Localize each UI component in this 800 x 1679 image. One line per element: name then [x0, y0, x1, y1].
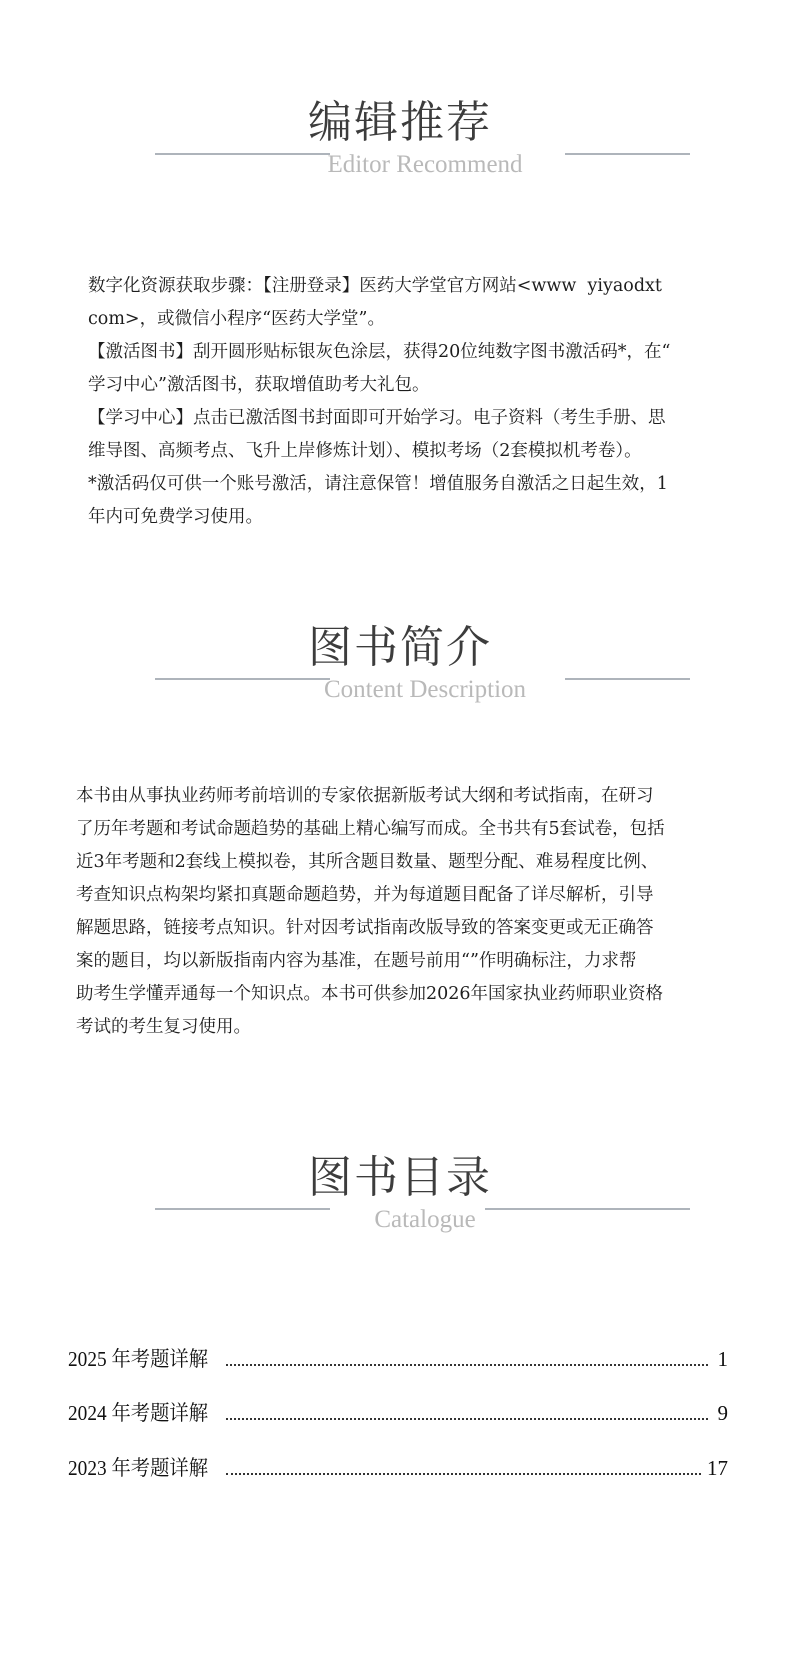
- editor-section-header: [0, 95, 800, 185]
- toc-leader-dots: [226, 1417, 708, 1420]
- catalogue-section-title: 图书目录: [308, 1152, 492, 1203]
- toc-entry-label: 2023 年考题详解: [68, 1456, 209, 1480]
- toc-leader-dots: [226, 1363, 708, 1366]
- toc-entry-page: 17: [707, 1456, 728, 1480]
- catalogue-section-subtitle: Catalogue: [374, 1206, 476, 1233]
- editor-recommend-text: 数字化资源获取步骤：【注册登录】医药大学堂官方网站<www yiyaodxt com>，或微信小程序“医药大学堂”。 【激活图书】刮开圆形贴标银灰色涂层，获得20位纯数字图书激活码*，在“ 学习中心”激活图书，获取增值助考大礼包。 【学习中心】点击已激活图书封面即可开始学习。电子资料（考生手册、思 维导图、高频考点、飞升上岸修炼计划）、模拟考场（2套模拟机考卷）。 *激活码仅可供一个账号激活，请注意保管！增值服务自激活之日起生效，1 年内可免费学习使用。: [88, 276, 671, 527]
- content-section-title: 图书简介: [308, 622, 492, 673]
- toc-entry-page: 9: [717, 1401, 728, 1425]
- toc-entry-label: 2025 年考题详解: [68, 1347, 209, 1371]
- toc-entry[interactable]: [68, 1397, 728, 1429]
- toc-entry[interactable]: [68, 1452, 728, 1484]
- toc-entry-page: 1: [717, 1347, 728, 1371]
- toc-entry[interactable]: [68, 1343, 728, 1375]
- content-description-text: 本书由从事执业药师考前培训的专家依据新版考试大纲和考试指南，在研习 了历年考题和考试命题趋势的基础上精心编写而成。全书共有5套试卷，包括 近3年考题和2套线上模拟卷，其所含题目数量、题型分配、难易程度比例、 考查知识点构架均紧扣真题命题趋势，并为每道题目配备了详尽解析，引导 解题思路，链接考点知识。针对因考试指南改版导致的答案变更或无正确答 案的题目，均以新版指南内容为基准，在题号前用“”作明确标注，力求帮 助考生学懂弄通每一个知识点。本书可供参加2026年国家执业药师职业资格 考试的考生复习使用。: [76, 786, 665, 1037]
- toc-leader-dots: [226, 1472, 701, 1475]
- content-section-subtitle: Content Description: [323, 676, 527, 703]
- catalogue-section-header: [0, 1150, 800, 1240]
- toc-entry-label: 2024 年考题详解: [68, 1401, 209, 1425]
- content-section-header: [0, 620, 800, 710]
- editor-section-title: 编辑推荐: [308, 97, 492, 148]
- editor-section-subtitle: Editor Recommend: [327, 151, 523, 178]
